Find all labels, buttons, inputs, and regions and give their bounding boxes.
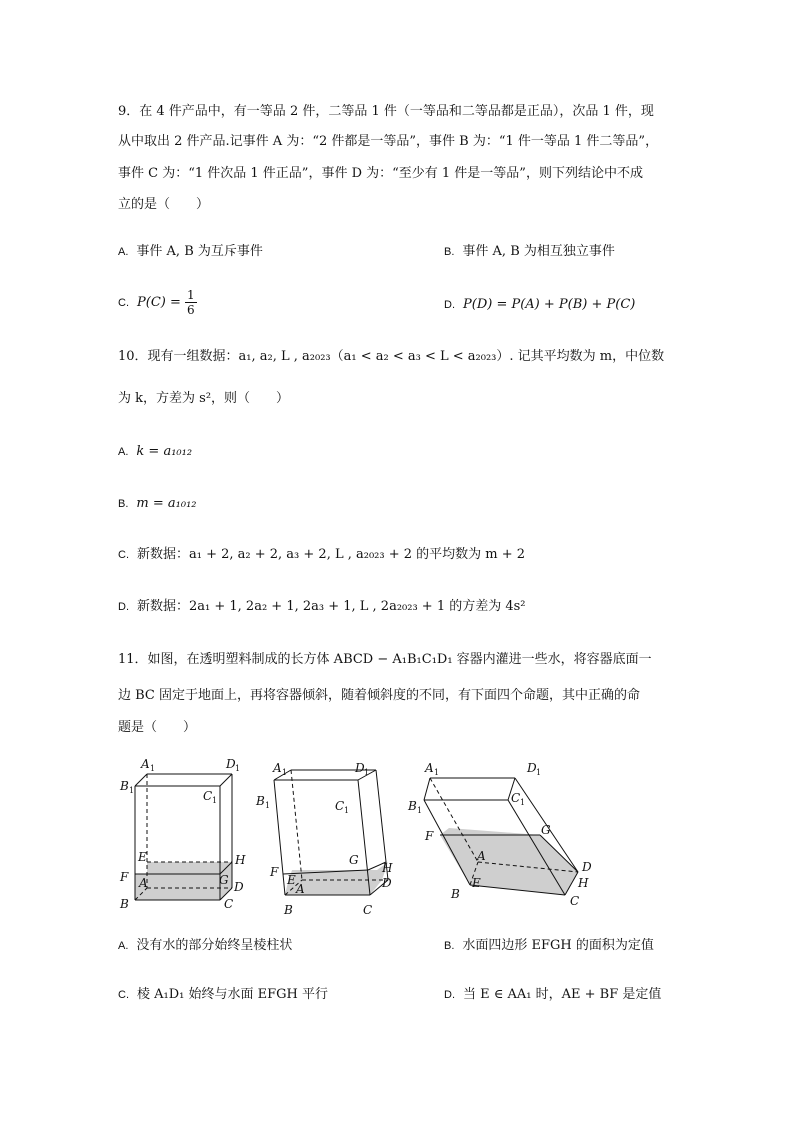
q9-line-2: 从中取出 2 件产品.记事件 A 为：“2 件都是一等品”，事件 B 为：“1 件一等品 1 件二等品”， xyxy=(118,134,659,149)
label-A: A xyxy=(477,849,486,863)
label-sub: 1 xyxy=(265,801,271,810)
label-sub: 1 xyxy=(235,764,241,773)
label-D1: D xyxy=(355,761,365,775)
label-G: G xyxy=(219,873,229,887)
label-A: A xyxy=(296,882,305,896)
option-label: D. xyxy=(444,989,455,1001)
label-sub: 1 xyxy=(212,796,218,805)
option-label: B. xyxy=(118,498,129,510)
label-B1: B xyxy=(408,799,417,813)
label-D: D xyxy=(382,876,392,890)
label-B1: B xyxy=(256,794,265,808)
label-D1: D xyxy=(226,757,236,771)
label-C: C xyxy=(570,894,580,908)
option-label: A. xyxy=(118,940,129,952)
label-A1: A xyxy=(273,761,282,775)
fraction-denominator: 6 xyxy=(187,303,195,317)
option-label: C. xyxy=(118,989,129,1001)
label-sub: 1 xyxy=(129,786,135,795)
label-sub: 1 xyxy=(150,764,156,773)
option-label: B. xyxy=(444,246,455,258)
label-A1: A xyxy=(141,757,150,771)
label-C1: C xyxy=(511,791,521,805)
label-F: F xyxy=(120,870,129,884)
label-E: E xyxy=(138,850,147,864)
label-D1: D xyxy=(527,761,537,775)
option-text: 水面四边形 EFGH 的面积为定值 xyxy=(462,938,654,953)
fig3-water xyxy=(440,828,578,895)
q11-option-d[interactable] xyxy=(444,986,661,1004)
option-text: k = a₁₀₁₂ xyxy=(136,444,193,459)
figure-3-tilted-box xyxy=(424,778,578,895)
fig1-water-bottom xyxy=(135,888,220,900)
label-D: D xyxy=(234,880,244,894)
option-label: A. xyxy=(118,446,129,458)
label-sub: 1 xyxy=(282,768,288,777)
option-text: 新数据：2a₁ + 1, 2a₂ + 1, 2a₃ + 1, L , 2a₂₀₂₃ + 1 的方差为 4s² xyxy=(137,599,526,614)
option-text: 棱 A₁D₁ 始终与水面 EFGH 平行 xyxy=(137,987,328,1002)
label-sub: 1 xyxy=(536,768,542,777)
label-B: B xyxy=(284,903,293,917)
label-F: F xyxy=(270,865,279,879)
figure-1-upright-box xyxy=(135,774,232,900)
label-H: H xyxy=(382,861,393,875)
fraction-numerator: 1 xyxy=(187,288,195,302)
q10-line-2: 为 k，方差为 s²，则（ ） xyxy=(118,391,290,406)
label-B: B xyxy=(120,897,129,911)
option-label: B. xyxy=(444,940,455,952)
option-label: A. xyxy=(118,246,129,258)
fig1-water-top xyxy=(135,862,232,874)
label-A1: A xyxy=(425,761,434,775)
label-C1: C xyxy=(203,789,213,803)
q10-line-1: 10．现有一组数据：a₁, a₂, L , a₂₀₂₃（a₁ < a₂ < a₃ < L < a₂₀₂₃）. 记其平均数为 m，中位数 xyxy=(118,349,665,364)
label-sub: 1 xyxy=(417,806,423,815)
option-label: D. xyxy=(444,299,455,311)
option-label: C. xyxy=(118,549,129,561)
label-E: E xyxy=(287,873,296,887)
option-text: 事件 A, B 为相互独立事件 xyxy=(462,244,615,259)
label-H: H xyxy=(235,853,246,867)
q11-option-a[interactable] xyxy=(118,937,292,955)
q11-option-c[interactable] xyxy=(118,986,328,1004)
q11-line-1: 11．如图，在透明塑料制成的长方体 ABCD − A₁B₁C₁D₁ 容器内灌进一些水，将容器底面一 xyxy=(118,652,652,667)
q9-line-4: 立的是（ ） xyxy=(118,197,210,212)
q9-line-1: 9．在 4 件产品中，有一等品 2 件，二等品 1 件（一等品和二等品都是正品），次品 1 件，现 xyxy=(118,104,654,119)
option-label: D. xyxy=(118,601,129,613)
fig1-edge xyxy=(135,774,147,786)
option-text: 当 E ∈ AA₁ 时，AE + BF 是定值 xyxy=(463,987,662,1002)
option-text: m = a₁₀₁₂ xyxy=(136,496,197,511)
fig1-water-front xyxy=(135,874,220,888)
label-A: A xyxy=(139,876,148,890)
label-D: D xyxy=(582,860,592,874)
label-G: G xyxy=(541,823,551,837)
label-B: B xyxy=(451,887,460,901)
label-G: G xyxy=(349,853,359,867)
fig3-edge xyxy=(424,778,430,800)
option-text: P(C) = xyxy=(137,295,181,310)
q9-line-3: 事件 C 为：“1 件次品 1 件正品”，事件 D 为：“至少有 1 件是一等品”，则下列结论中不成 xyxy=(118,166,643,181)
option-text: 事件 A, B 为互斥事件 xyxy=(136,244,263,259)
fig2-hidden-edge xyxy=(291,770,302,880)
label-sub: 1 xyxy=(520,798,526,807)
label-C: C xyxy=(363,903,373,917)
label-sub: 1 xyxy=(434,768,440,777)
option-text: 新数据：a₁ + 2, a₂ + 2, a₃ + 2, L , a₂₀₂₃ + 2 的平均数为 m + 2 xyxy=(137,547,526,562)
label-B1: B xyxy=(120,779,129,793)
label-E: E xyxy=(472,876,481,890)
label-sub: 1 xyxy=(364,768,370,777)
label-C1: C xyxy=(335,799,345,813)
q11-line-2: 边 BC 固定于地面上，再将容器倾斜，随着倾斜度的不同，有下面四个命题，其中正确的命 xyxy=(118,688,641,703)
label-H: H xyxy=(578,876,589,890)
q11-option-b[interactable] xyxy=(444,937,654,955)
q11-line-3: 题是（ ） xyxy=(118,720,197,735)
label-C: C xyxy=(224,897,234,911)
label-F: F xyxy=(425,829,434,843)
option-text: P(D) = P(A) + P(B) + P(C) xyxy=(463,297,636,312)
label-sub: 1 xyxy=(344,806,350,815)
option-text: 没有水的部分始终呈棱柱状 xyxy=(136,938,293,953)
fig1-edge xyxy=(220,774,232,786)
option-label: C. xyxy=(118,297,129,309)
